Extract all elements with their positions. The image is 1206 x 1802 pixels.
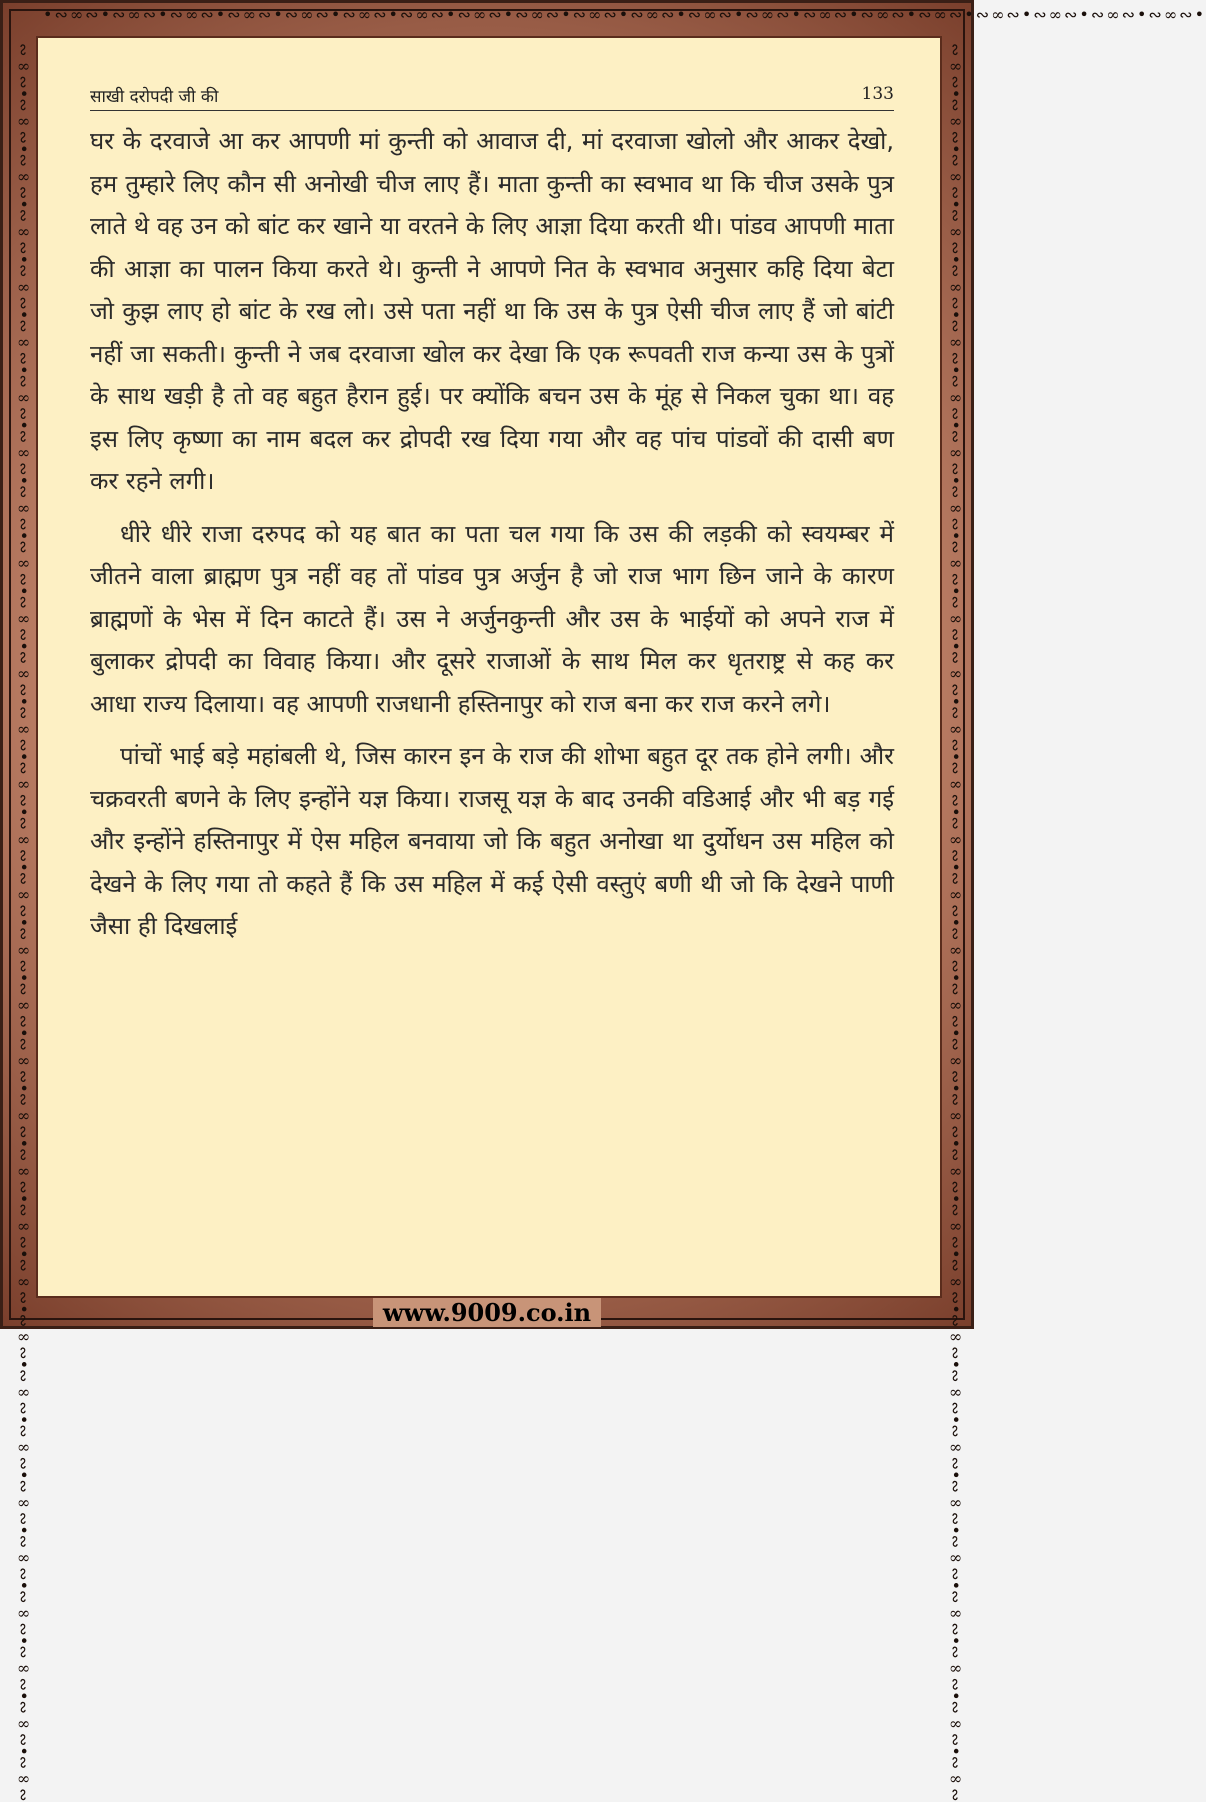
website-url: www.9009.co.in <box>373 1298 601 1327</box>
paragraph-3: पांचों भाई बड़े महांबली थे, जिस कारन इन के राज की शोभा बहुत दूर तक होने लगी। और चक्रवरती बणने के लिए इन्होंने यज्ञ किया। राजसू यज्ञ के बाद उनकी वडिआई और भी बड़ गई और इन्होंने हस्तिनापुर में ऐस महिल बनवाया जो कि बहुत अनोखा था दुर्योधन उस महिल को देखने के लिए गया तो कहते हैं कि उस महिल में कई ऐसी वस्तुएं बणी थी जो कि देखने पाणी जैसा ही दिखलाई <box>90 742 894 940</box>
paragraph-1: घर के दरवाजे आ कर आपणी मां कुन्ती को आवाज दी, मां दरवाजा खोलो और आकर देखो, हम तुम्हारे लिए कौन सी अनोखी चीज लाए हैं। माता कुन्ती का स्वभाव था कि चीज उसके पुत्र लाते थे वह उन को बांट कर खाने या वरतने के लिए आज्ञा दिया करती थी। पांडव आपणी माता की आज्ञा का पालन किया करते थे। कुन्ती ने आपणे नित के स्वभाव अनुसार कहि दिया बेटा जो कुझ लाए हो बांट के रख लो। उसे पता नहीं था कि उस के पुत्र ऐसी चीज लाए हैं जो बांटी नहीं जा सकती। कुन्ती ने जब दरवाजा खोल कर देखा कि एक रूपवती राज कन्या उस के पुत्रों के साथ खड़ी है तो वह बहुत हैरान हुई। पर क्योंकि बचन उस के मूंह से निकल चुका था। वह इस लिए कृष्णा का नाम बदल कर द्रोपदी रख दिया गया और वह पांच पांडवों की दासी बण कर रहने लगी। <box>90 127 894 495</box>
top-border-ornament: •∾∞∾•∾∞∾•∾∞∾•∾∞∾•∾∞∾•∾∞∾•∾∞∾•∾∞∾•∾∞∾•∾∞∾•∾∞∾•∾∞∾•∾∞∾•∾∞∾•∾∞∾•∾∞∾•∾∞∾•∾∞∾•∾∞∾•∾∞∾• <box>43 5 1206 24</box>
paragraph-2: धीरे धीरे राजा दरुपद को यह बात का पता चल गया कि उस की लड़की को स्वयम्बर में जीतने वाला ब्राह्मण पुत्र नहीं वह तों पांडव पुत्र अर्जुन है जो राज भाग छिन जाने के कारण ब्राह्मणों के भेस में दिन काटते हैं। उस ने अर्जुनकुन्ती और उस के भाईयों को अपने राज में बुलाकर द्रोपदी का विवाह किया। और दूसरे राजाओं के साथ मिल कर धृतराष्ट्र से कह कर आधा राज्य दिलाया। वह आपणी राजधानी हस्तिनापुर को राज बना कर राज करने लगे। <box>90 519 894 718</box>
footer-website <box>3 1298 971 1327</box>
right-border-ornament: ∾∞∾•∾∞∾•∾∞∾•∾∞∾•∾∞∾•∾∞∾•∾∞∾•∾∞∾•∾∞∾•∾∞∾•∾∞∾•∾∞∾•∾∞∾•∾∞∾•∾∞∾•∾∞∾•∾∞∾•∾∞∾•∾∞∾•∾∞∾•∾∞∾•∾∞∾•∾∞∾•∾∞∾•∾∞∾•∾∞∾•∾∞∾•∾∞∾•∾∞∾•∾∞∾•∾∞∾•∾∞∾ <box>946 43 965 1802</box>
left-border-ornament: ∾∞∾•∾∞∾•∾∞∾•∾∞∾•∾∞∾•∾∞∾•∾∞∾•∾∞∾•∾∞∾•∾∞∾•∾∞∾•∾∞∾•∾∞∾•∾∞∾•∾∞∾•∾∞∾•∾∞∾•∾∞∾•∾∞∾•∾∞∾•∾∞∾•∾∞∾•∾∞∾•∾∞∾•∾∞∾•∾∞∾•∾∞∾•∾∞∾•∾∞∾•∾∞∾•∾∞∾•∾∞∾ <box>14 43 33 1802</box>
page-body <box>90 120 894 958</box>
running-title: साखी दरोपदी जी की <box>90 87 219 107</box>
book-page <box>36 36 942 1298</box>
page-number: 133 <box>861 84 894 104</box>
page-header <box>90 78 894 111</box>
